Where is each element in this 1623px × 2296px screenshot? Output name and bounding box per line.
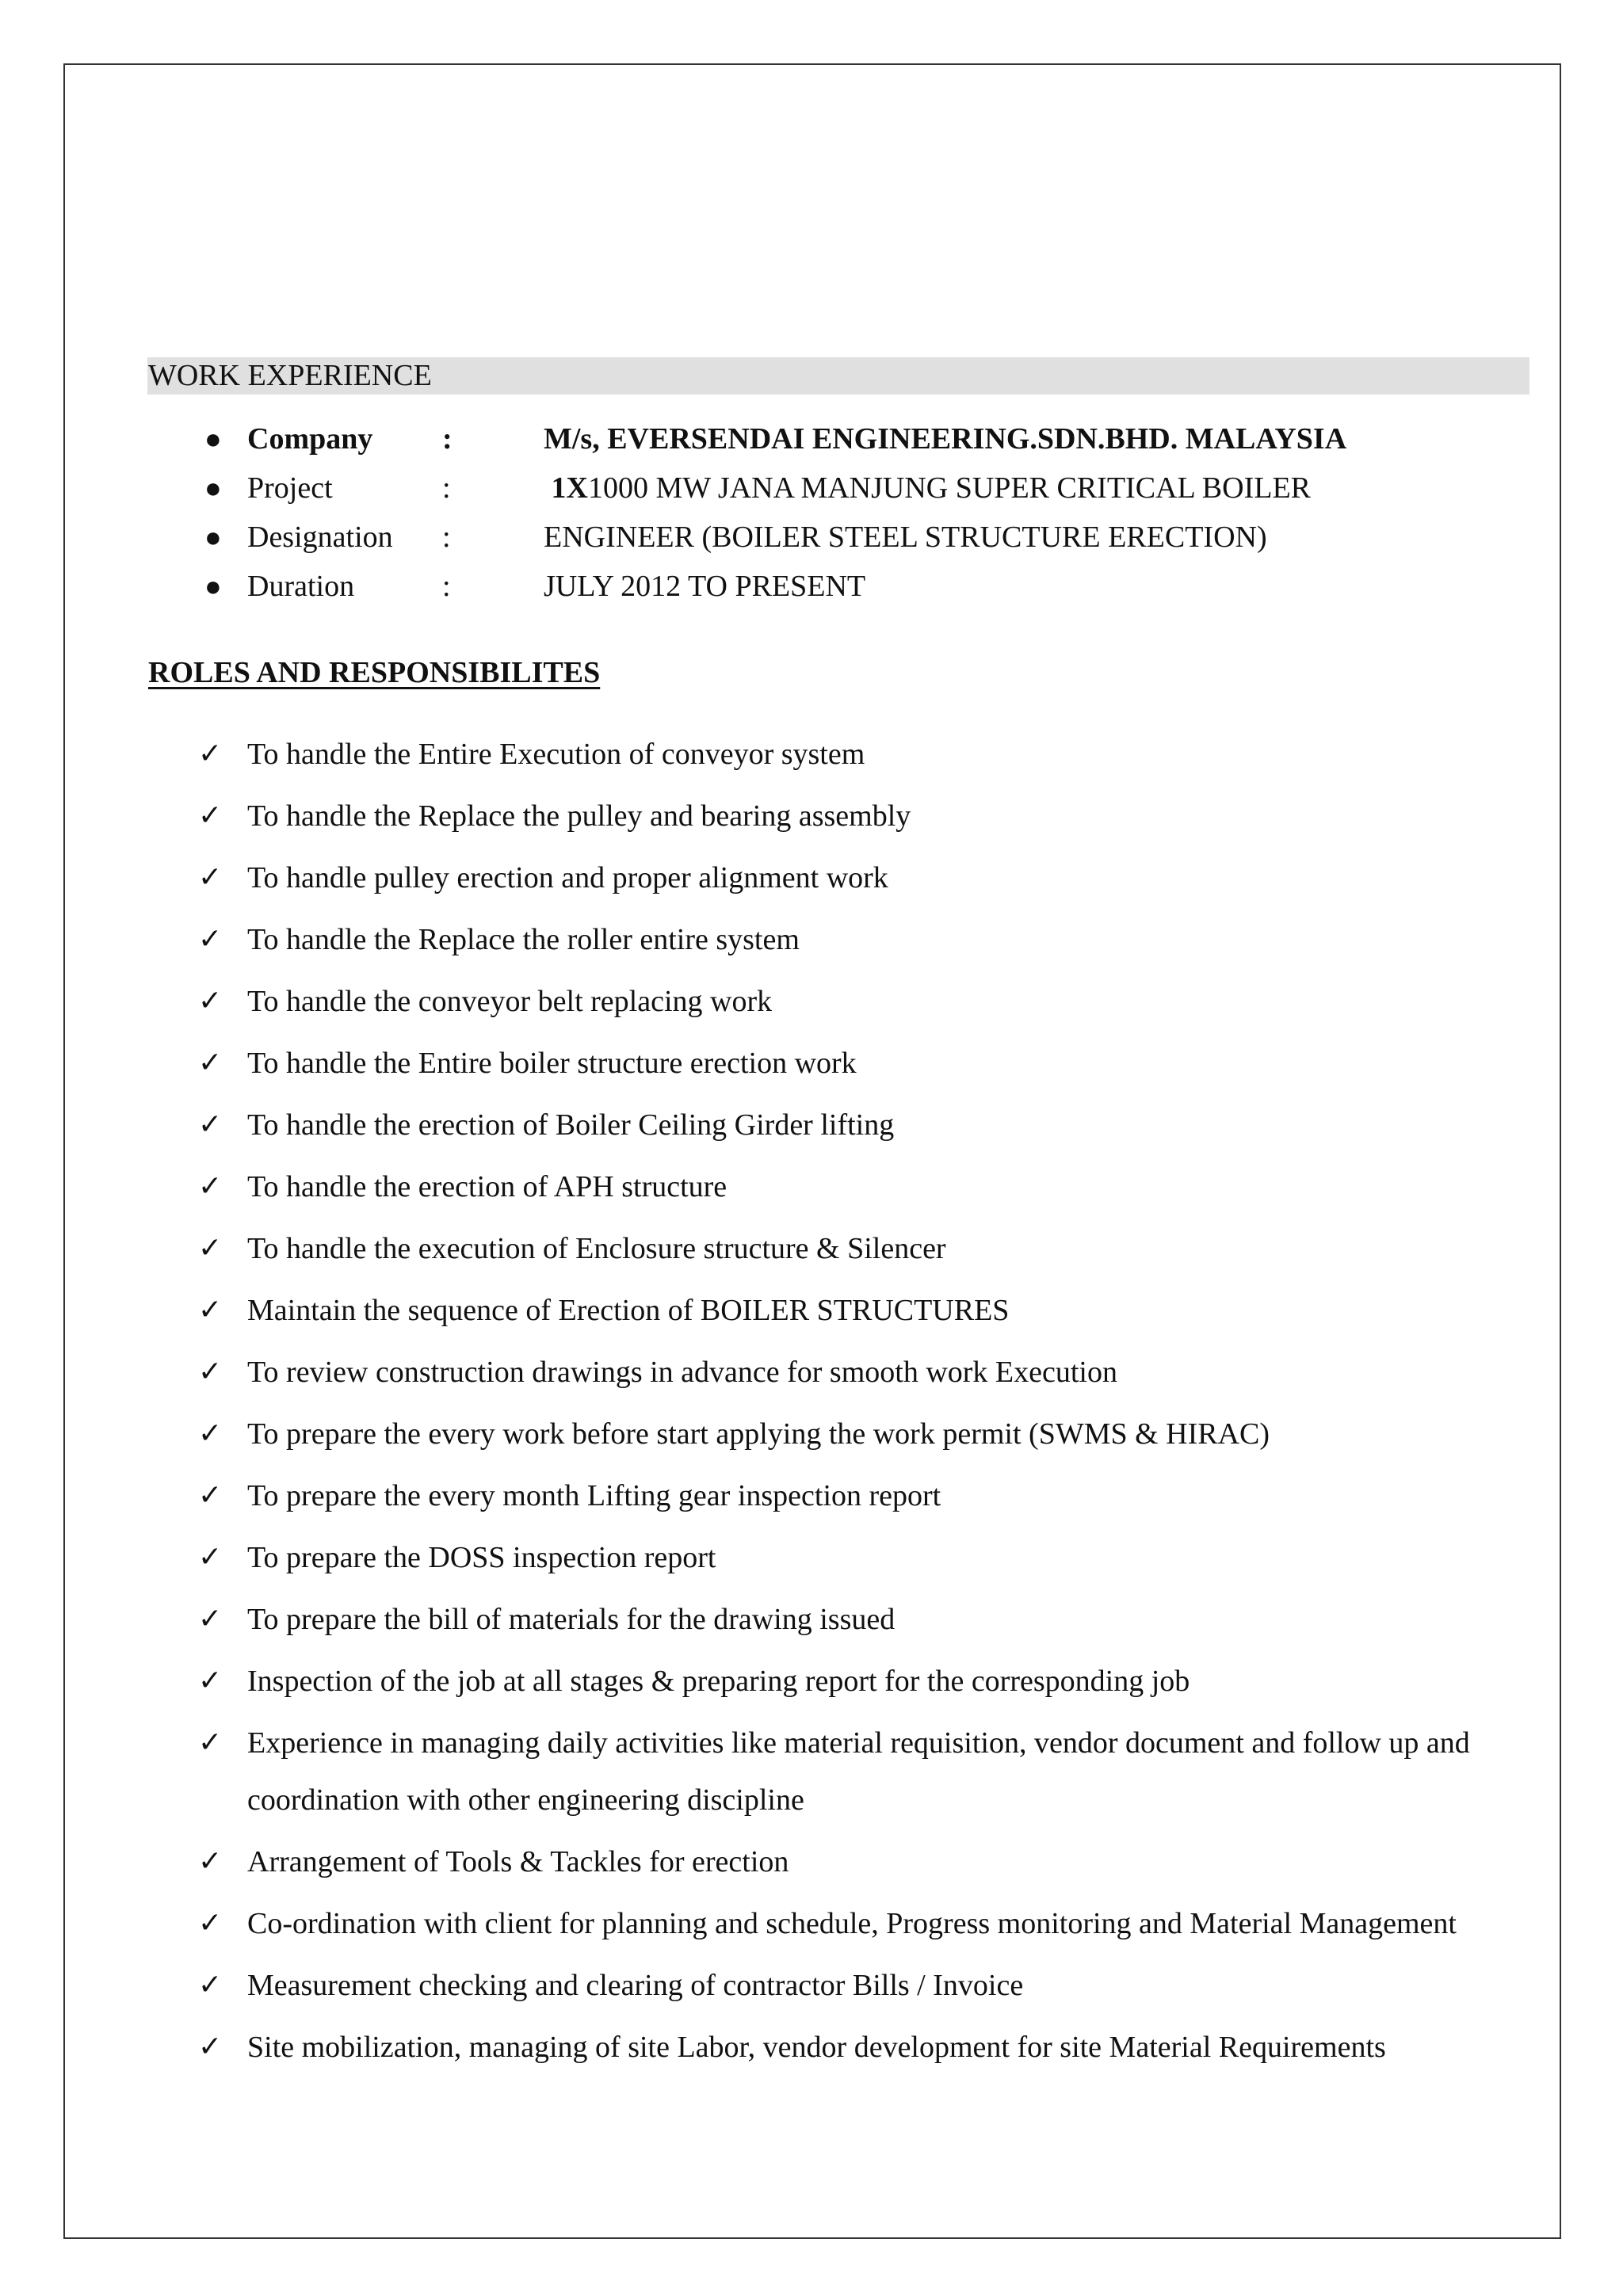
experience-row-project [0,463,1623,513]
role-text: To prepare the every work before start applying the work permit (SWMS & HIRAC) [247,1417,1270,1451]
list-item [0,1220,1623,1277]
role-text: Maintain the sequence of Erection of BOILER STRUCTURES [247,1294,1010,1327]
list-item [0,973,1623,1030]
list-item [0,1653,1623,1710]
experience-label: Duration [247,570,355,603]
list-item [0,1035,1623,1092]
role-text: Measurement checking and clearing of contractor Bills / Invoice [247,1969,1024,2002]
list-item [0,726,1623,783]
list-item [0,2019,1623,2076]
experience-colon: : [442,521,451,554]
bullet-icon: ● [204,521,222,553]
experience-row-duration [0,562,1623,611]
checkmark-icon: ✓ [198,923,223,955]
role-text: To handle the conveyor belt replacing work [247,985,773,1018]
checkmark-icon: ✓ [198,738,223,770]
experience-list [0,414,1623,611]
experience-row-company [0,414,1623,463]
list-item [0,1158,1623,1215]
experience-row-designation [0,513,1623,562]
experience-value [544,414,1346,463]
checkmark-icon: ✓ [198,1665,223,1697]
role-text: To review construction drawings in advance for smooth work Execution [247,1356,1117,1389]
experience-value-text: JULY 2012 TO PRESENT [544,570,866,603]
list-item [0,1895,1623,1952]
experience-label: Designation [247,521,393,554]
checkmark-icon: ✓ [198,799,223,832]
experience-value-bold: 1X [551,471,588,505]
experience-value-text: ENGINEER (BOILER STEEL STRUCTURE ERECTION) [544,521,1267,554]
checkmark-icon: ✓ [198,1356,223,1388]
role-text: Experience in managing daily activities like material requisition, vendor document and follow up and coordination with other engineering discipline [247,1726,1470,1817]
list-item [0,1833,1623,1890]
role-text: To handle the erection of Boiler Ceiling Girder lifting [247,1108,895,1142]
role-text: Inspection of the job at all stages & preparing report for the corresponding job [247,1665,1190,1698]
checkmark-icon: ✓ [198,1108,223,1141]
experience-value [544,513,1267,562]
roles-title: ROLES AND RESPONSIBILITES [148,656,601,689]
role-text: Co-ordination with client for planning and schedule, Progress monitoring and Material Management [247,1907,1457,1940]
checkmark-icon: ✓ [198,1232,223,1264]
role-text: To prepare the DOSS inspection report [247,1541,716,1574]
experience-colon: : [442,422,453,456]
list-item [0,1714,1623,1829]
list-item [0,788,1623,845]
checkmark-icon: ✓ [198,985,223,1017]
bullet-icon: ● [204,472,222,504]
list-item [0,1344,1623,1401]
checkmark-icon: ✓ [198,1047,223,1079]
experience-label: Company [247,422,373,456]
list-item [0,1591,1623,1648]
list-item [0,849,1623,906]
experience-value-text: 1000 MW JANA MANJUNG SUPER CRITICAL BOILER [587,471,1312,505]
bullet-icon: ● [204,570,222,602]
list-item [0,1467,1623,1524]
checkmark-icon: ✓ [198,1845,223,1878]
role-text: To handle the Entire Execution of conveyor system [247,738,865,771]
experience-label: Project [247,471,333,505]
experience-value [544,463,1311,513]
checkmark-icon: ✓ [198,1479,223,1512]
role-text: To prepare the bill of materials for the drawing issued [247,1603,896,1636]
role-text: To prepare the every month Lifting gear inspection report [247,1479,941,1512]
checkmark-icon: ✓ [198,1294,223,1326]
experience-value-bold: M/s, EVERSENDAI ENGINEERING.SDN.BHD. MALAYSIA [544,422,1347,456]
roles-list [0,726,1623,2081]
checkmark-icon: ✓ [198,1603,223,1635]
list-item [0,911,1623,968]
list-item [0,1529,1623,1586]
role-text: Site mobilization, managing of site Labor, vendor development for site Material Requirements [247,2031,1386,2064]
checkmark-icon: ✓ [198,1170,223,1203]
checkmark-icon: ✓ [198,1417,223,1450]
role-text: To handle the erection of APH structure [247,1170,727,1203]
checkmark-icon: ✓ [198,1541,223,1573]
list-item [0,1405,1623,1463]
experience-colon: : [442,570,451,603]
role-text: Arrangement of Tools & Tackles for erection [247,1845,789,1878]
role-text: To handle the Entire boiler structure erection work [247,1047,857,1080]
checkmark-icon: ✓ [198,2031,223,2063]
bullet-icon: ● [204,423,222,455]
role-text: To handle the execution of Enclosure structure & Silencer [247,1232,946,1265]
role-text: To handle the Replace the pulley and bearing assembly [247,799,911,833]
role-text: To handle the Replace the roller entire system [247,923,800,956]
checkmark-icon: ✓ [198,1969,223,2001]
list-item [0,1957,1623,2014]
list-item [0,1097,1623,1154]
section-title: WORK EXPERIENCE [148,359,432,392]
experience-colon: : [442,471,451,505]
list-item [0,1282,1623,1339]
checkmark-icon: ✓ [198,861,223,894]
experience-value [544,562,865,611]
checkmark-icon: ✓ [198,1907,223,1939]
checkmark-icon: ✓ [198,1726,223,1759]
role-text: To handle pulley erection and proper alignment work [247,861,888,894]
